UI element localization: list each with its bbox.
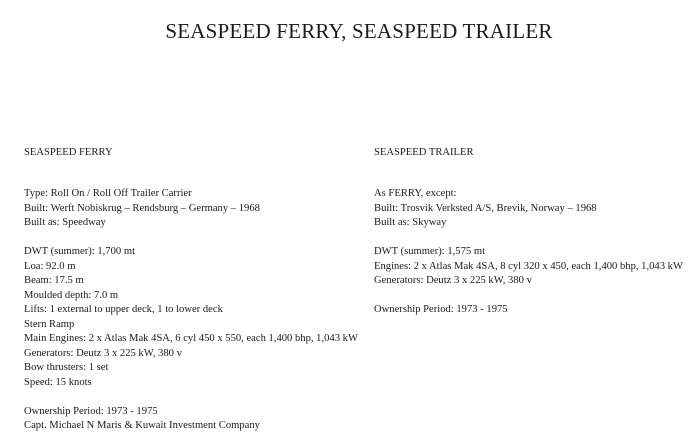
ferry-lifts: Lifts: 1 external to upper deck, 1 to lower deck <box>24 304 223 315</box>
ferry-speed: Speed: 15 knots <box>24 376 92 388</box>
ferry-ramp: Stern Ramp <box>24 318 75 330</box>
page-title: SEASPEED FERRY, SEASPEED TRAILER <box>165 19 553 43</box>
ferry-ownership: Ownership Period: 1973 - 1975 <box>24 405 158 417</box>
ferry-built: Built: Werft Nobiskrug – Rendsburg – Germany – 1968 <box>24 202 260 214</box>
ferry-engines: Main Engines: 2 x Atlas Mak 4SA, 6 cyl 450 x 550, each 1,400 bhp, 1,043 kW <box>24 333 358 344</box>
ferry-thrusters: Bow thrusters: 1 set <box>24 362 109 373</box>
ferry-dwt: DWT (summer): 1,700 mt <box>24 246 136 257</box>
seaspeed-trailer-section <box>374 146 683 318</box>
trailer-heading: SEASPEED TRAILER <box>374 147 474 158</box>
seaspeed-ferry-section <box>24 146 358 434</box>
ferry-generators: Generators: Deutz 3 x 225 kW, 380 v <box>24 347 182 359</box>
ferry-loa: Loa: 92.0 m <box>24 260 76 272</box>
ferry-heading: SEASPEED FERRY <box>24 147 113 158</box>
trailer-built-as: Built as: Skyway <box>374 217 447 228</box>
trailer-dwt: DWT (summer): 1,575 mt <box>374 246 486 257</box>
ferry-depth: Moulded depth: 7.0 m <box>24 289 119 301</box>
ferry-beam: Beam: 17.5 m <box>24 275 84 286</box>
trailer-generators: Generators: Deutz 3 x 225 kW, 380 v <box>374 275 532 286</box>
trailer-as-ferry: As FERRY, except: <box>374 188 457 199</box>
trailer-built: Built: Trosvik Verksted A/S, Brevik, Norway – 1968 <box>374 202 597 214</box>
ferry-built-as: Built as: Speedway <box>24 217 106 228</box>
ferry-owner: Capt. Michael N Maris & Kuwait Investment Company <box>24 420 260 431</box>
trailer-engines: Engines: 2 x Atlas Mak 4SA, 8 cyl 320 x 450, each 1,400 bhp, 1,043 kW <box>374 260 683 272</box>
trailer-ownership: Ownership Period: 1973 - 1975 <box>374 304 508 315</box>
ferry-type: Type: Roll On / Roll Off Trailer Carrier <box>24 188 192 199</box>
